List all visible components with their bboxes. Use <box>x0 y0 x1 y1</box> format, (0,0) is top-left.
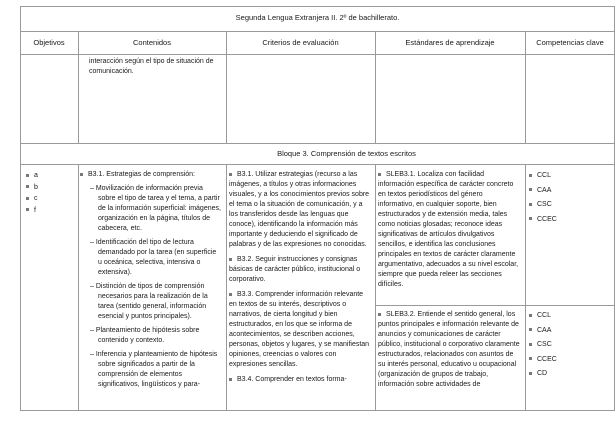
bullet-square-icon <box>529 343 532 346</box>
table-line <box>375 164 376 410</box>
header-contenidos: Contenidos <box>133 38 171 47</box>
list-item: CCEC <box>529 214 557 226</box>
bullet-square-icon <box>229 378 232 381</box>
list-item: – Identificación del tipo de lectura demandado por la tarea (en superficie u oceánica, selectiva, intensiva o extensiva). <box>90 239 217 276</box>
list-item: a <box>26 170 38 182</box>
bullet-square-icon <box>529 174 532 177</box>
list-item: CSC <box>529 199 557 211</box>
bullet-square-icon <box>378 173 381 176</box>
criterio-item: B3.2. Seguir instrucciones y consignas básicas de carácter público, institucional o corporativo. <box>229 256 361 283</box>
contenidos-cell <box>80 170 222 394</box>
list-item: CD <box>529 368 557 380</box>
list-item: c <box>26 193 38 205</box>
table-title: Segunda Lengua Extranjera II. 2º de bachillerato. <box>235 13 400 22</box>
bullet-square-icon <box>378 313 381 316</box>
bullet-square-icon <box>529 357 532 360</box>
bullet-square-icon <box>229 293 232 296</box>
bullet-square-icon <box>529 188 532 191</box>
bullet-square-icon <box>26 197 29 200</box>
estandar-item: SLEB3.1. Localiza con facilidad información específica de carácter concreto en textos periodísticos del género informativo, en cualquier soporte, bien estructurados y de extensión media, tales como noticias glosadas; reconoce ideas significativas de artículos divulgativos sencillos, e identifica las conclusiones principales en textos de carácter claramente argumentativo, adecuados a su nivel escolar, siempre que pueda releer las secciones difíciles. <box>378 171 519 288</box>
bullet-square-icon <box>529 328 532 331</box>
table-border-top <box>20 6 615 7</box>
bullet-square-icon <box>529 203 532 206</box>
table-line <box>375 31 376 143</box>
competencias-list <box>529 170 557 225</box>
list-item: CAA <box>529 185 557 197</box>
table-line <box>226 164 227 410</box>
list-item: – Movilización de información previa sobre el tipo de tarea y el tema, a partir de la información superficial: imágenes, organización en la página, títulos de cabecera, etc. <box>90 185 221 232</box>
table-line <box>226 31 227 143</box>
list-item: f <box>26 205 38 217</box>
header-objetivos: Objetivos <box>33 38 65 47</box>
table-border-left <box>20 6 21 410</box>
bullet-square-icon <box>529 217 532 220</box>
criterio-item: B3.4. Comprender en textos forma- <box>229 375 370 385</box>
objetivos-list <box>26 170 38 216</box>
bullet-square-icon <box>26 174 29 177</box>
table-line <box>375 305 615 306</box>
table-line <box>525 164 526 410</box>
criterio-item: B3.1. Utilizar estrategias (recurso a las imágenes, a títulos y otras informaciones visuales, y a los conocimientos previos sobre el tema o la situación de comunicación, y a los transferidos desde las lenguas que conoce), identificando la información más importante y deduciendo el significado de palabras y de las expresiones no conocidas. <box>229 171 370 248</box>
contenidos-heading: B3.1. Estrategias de comprensión: <box>80 170 222 180</box>
continued-content: interacción según el tipo de situación de comunicación. <box>89 58 214 75</box>
bullet-square-icon <box>26 208 29 211</box>
competencias-list <box>529 310 557 380</box>
bullet-square-icon <box>529 372 532 375</box>
list-item: b <box>26 182 38 194</box>
table-line <box>20 143 615 144</box>
bullet-square-icon <box>26 185 29 188</box>
header-criterios: Criterios de evaluación <box>262 38 339 47</box>
list-item: – Inferencia y planteamiento de hipótesis sobre significados a partir de la comprensión de elementos significativos, lingüísticos y para- <box>90 351 218 388</box>
list-item: CCL <box>529 170 557 182</box>
header-competencias: Competencias clave <box>536 38 604 47</box>
table-line <box>78 164 79 410</box>
table-border-bottom <box>20 410 615 411</box>
header-estandares: Estándares de aprendizaje <box>405 38 495 47</box>
list-item: CAA <box>529 325 557 337</box>
criterio-item: B3.3. Comprender información relevante en textos de su interés, descriptivos o narrativos, de cierta longitud y bien estructurados, en los que se informa de acontecimientos, se describen acciones, personas, objetos y lugares, y se manifiestan opiniones, creencias o valores con expresiones sencillas. <box>229 291 370 368</box>
list-item: CCEC <box>529 354 557 366</box>
list-item: – Planteamiento de hipótesis sobre contenido y contexto. <box>90 327 200 344</box>
table-line <box>78 31 79 143</box>
table-line <box>525 31 526 143</box>
block-title: Bloque 3. Comprensión de textos escritos <box>277 149 416 158</box>
list-item: CSC <box>529 339 557 351</box>
bullet-square-icon <box>80 173 83 176</box>
list-item: CCL <box>529 310 557 322</box>
bullet-square-icon <box>529 314 532 317</box>
bullet-square-icon <box>229 173 232 176</box>
list-item: – Distinción de tipos de comprensión necesarios para la realización de la tarea (sentido general, información esencial y puntos principales). <box>90 283 208 320</box>
bullet-square-icon <box>229 258 232 261</box>
criterios-cell <box>229 170 370 389</box>
estandar-item: SLEB3.2. Entiende el sentido general, los puntos principales e información relevante de anuncios y comunicaciones de carácter público, institucional o corporativo claramente estructurados, relacionados con asuntos de su interés personal, educativo u ocupacional (organización de grupos de trabajo, información sobre actividades de <box>378 311 520 388</box>
